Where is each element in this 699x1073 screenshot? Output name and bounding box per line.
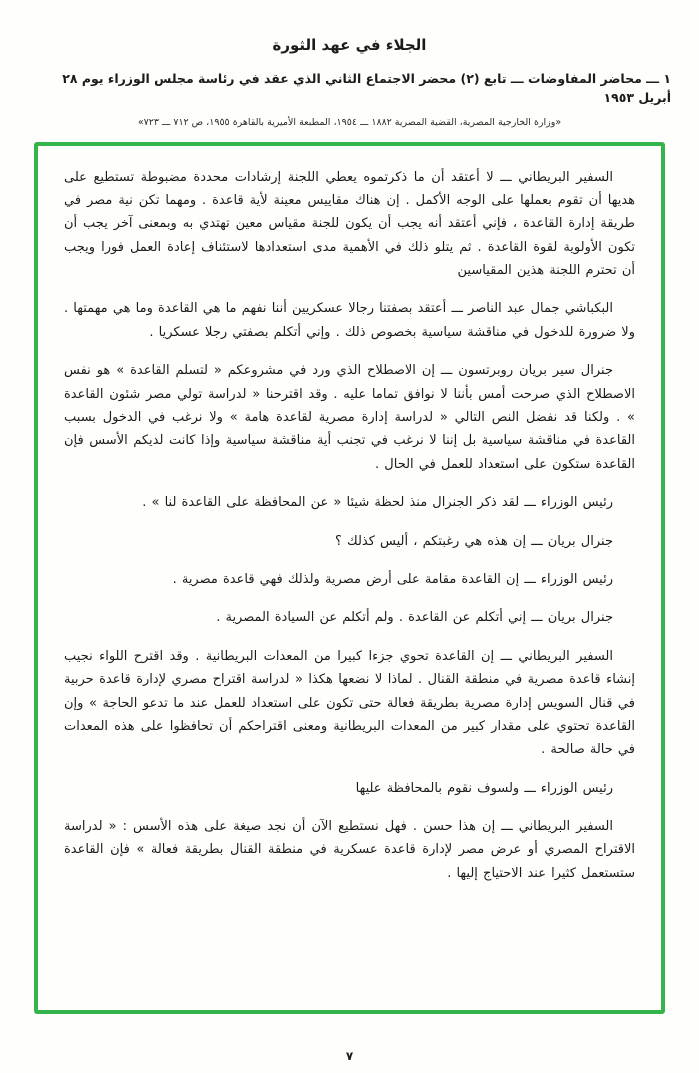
paragraph-prime-minister-2: رئيس الوزراء ـــ إن القاعدة مقامة على أرض مصرية ولذلك فهي قاعدة مصرية .	[172, 571, 613, 587]
paragraph-prime-minister-3: رئيس الوزراء ـــ ولسوف نقوم بالمحافظة عليها	[355, 780, 613, 796]
paragraph-nasser: البكباشي جمال عبد الناصر ـــ أعتقد بصفتنا رجالا عسكريين أننا نفهم ما هي القاعدة وما هي مهمتها . ولا ضرورة للدخول في مناقشة سياسية بخصوص ذلك . وإني أتكلم بصفتي رجلا عسكريا .	[64, 301, 635, 340]
paragraph-british-ambassador-2: السفير البريطاني ـــ إن القاعدة تحوي جزءا كبيرا من المعدات البريطانية . وقد اقترح اللواء نجيب إنشاء قاعدة مصرية في منطقة القنال . لماذا لا نضعها هكذا « لدراسة اقتراح مصري لإدارة قاعدة حربية في قنال السويس إدارة مصرية بطريقة فعالة حتى تكون على استعداد للعمل عند ما تدعو الحاجة » وإن القاعدة تحتوي على مقدار كبير من المعدات البريطانية ومعنى اقتراحكم أن تحافظوا على هذه المعدات في حالة صالحة .	[64, 648, 635, 758]
paragraph-general-brian-1: جنرال بريان ـــ إن هذه هي رغبتكم ، أليس كذلك ؟	[334, 533, 613, 549]
document-heading: ١ ـــ محاضر المفاوضات ـــ تابع (٢) محضر الاجتماع الثاني الذي عقد في رئاسة مجلس الوزراء يوم ٢٨ أبريل ١٩٥٣	[62, 71, 671, 105]
paragraph-general-brian-2: جنرال بريان ـــ إني أتكلم عن القاعدة . ولم أتكلم عن السيادة المصرية .	[216, 610, 613, 626]
paragraph-british-ambassador-1: السفير البريطاني ـــ لا أعتقد أن ما ذكرتموه يعطي اللجنة إرشادات محددة مضبوطة تستطيع على هديها أن تقوم بعملها على الوجه الأكمل . إن هناك مقاييس معينة لأية قاعدة . ومهما تكن نية مصر في طريقة إدارة القاعدة ، فإني أعتقد أنه يجب أن يكون للجنة مقياس معين تهتدي به وبمعنى آخر يجب أن تكون الأولوية لقوة القاعدة . ثم يتلو ذلك في الأهمية مدى استعدادها لاستئناف إعادة العمل فورا ويجب أن تحترم اللجنة هذين المقياسين	[64, 169, 635, 279]
paragraph-general-robertson: جنرال سير بريان روبرتسون ـــ إن الاصطلاح الذي ورد في مشروعكم « لتسلم القاعدة » هو نفس الاصطلاح الذي صرحت أمس بأننا لا نوافق تماما عليه . وقد اقترحنا « لدراسة تولي مصر شئون القاعدة » . ولكنا قد نفضل النص التالي « لدراسة إدارة مصرية لقاعدة هامة » ولا نرغب في الدخول بسبب القاعدة في مناقشة سياسية بل إننا لا نرغب في تجنب أية مناقشة سياسية وإذا كانت لديكم الأسس فإن القاعدة ستكون على استعداد للعمل في الحال .	[64, 363, 635, 472]
paragraph-british-ambassador-3: السفير البريطاني ـــ إن هذا حسن . فهل نستطيع الآن أن نجد صيغة على هذه الأسس : « لدراسة الاقتراح المصري أو عرض مصر لإدارة قاعدة عسكرية في منطقة القنال بطريقة فعالة » فإن القاعدة ستستعمل كثيرا عند الاحتياج إليها .	[64, 819, 635, 881]
citation-line: «وزارة الخارجية المصرية، القضية المصرية ١٨٨٢ ـــ ١٩٥٤، المطبعة الأميرية بالقاهرة ١٩٥٥، ص ٧١٢ ـــ ٧٢٣»	[137, 116, 562, 128]
page-title: الجلاء في عهد الثورة	[272, 36, 427, 54]
page-number: ٧	[345, 1049, 354, 1063]
paragraph-prime-minister-1: رئيس الوزراء ـــ لقد ذكر الجنرال منذ لحظة شيئا « عن المحافظة على القاعدة لنا » .	[142, 495, 613, 511]
content-box	[34, 142, 665, 1014]
